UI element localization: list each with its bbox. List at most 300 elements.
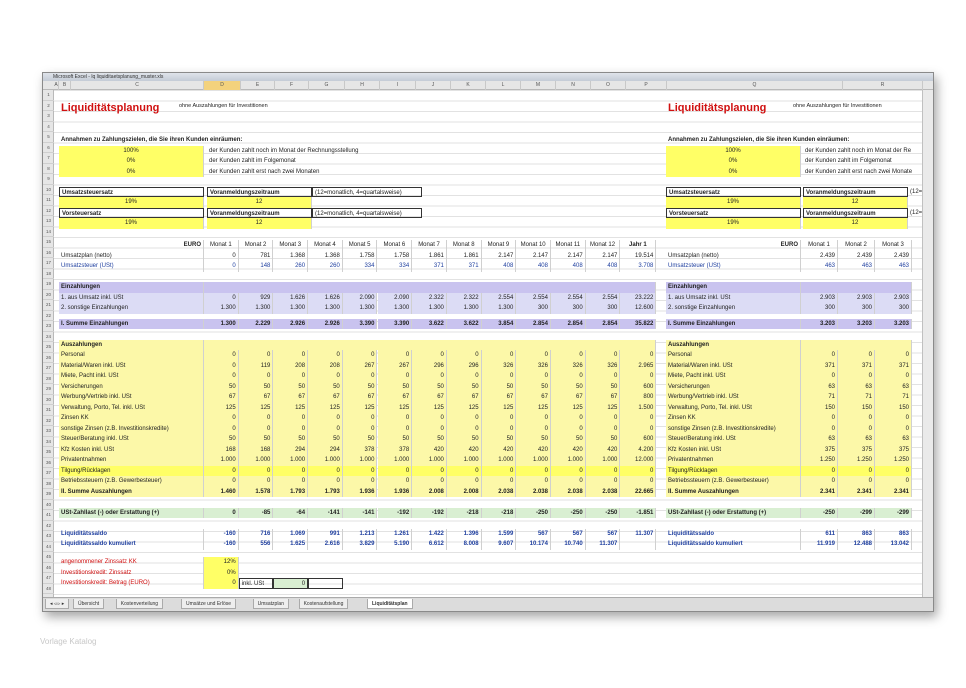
liquiditaetssaldo-kumuliert-value[interactable]: 10.174 (516, 539, 551, 550)
ust-zahllast-value[interactable]: -141 (343, 508, 378, 519)
auszahlung-value[interactable]: 67 (204, 392, 239, 403)
auszahlung-value[interactable]: 1.000 (204, 455, 239, 466)
auszahlung-value[interactable]: 0 (273, 371, 308, 382)
umsatz-row-value[interactable]: 2.147 (482, 251, 517, 262)
liquiditaetssaldo-value[interactable]: 1.213 (343, 529, 378, 540)
auszahlung-value[interactable]: 50 (516, 434, 551, 445)
umsatz-row-value[interactable]: 408 (516, 261, 551, 272)
auszahlung-value-right[interactable]: 150 (838, 403, 875, 414)
auszahlung-value[interactable]: 50 (378, 434, 413, 445)
liquiditaetssaldo-kumuliert-value[interactable]: 1.625 (273, 539, 308, 550)
liquiditaetssaldo-value[interactable]: 1.422 (412, 529, 447, 540)
row-number[interactable]: 6 (43, 143, 54, 154)
row-number[interactable]: 45 (43, 552, 54, 563)
auszahlungen-sum-value[interactable]: 2.038 (551, 487, 586, 498)
auszahlung-value[interactable]: 0 (551, 424, 586, 435)
row-number[interactable]: 34 (43, 437, 54, 448)
auszahlung-value-right[interactable]: 0 (838, 466, 875, 477)
einzahlungen-sum-value[interactable]: 2.926 (308, 319, 343, 330)
auszahlung-value[interactable]: 0 (273, 466, 308, 477)
auszahlungen-sum-value[interactable]: 1.460 (204, 487, 239, 498)
row-number[interactable]: 41 (43, 510, 54, 521)
auszahlung-value[interactable]: 1.000 (343, 455, 378, 466)
sheet-tab[interactable]: Liquiditätsplan (367, 599, 413, 609)
auszahlung-value[interactable]: 50 (412, 434, 447, 445)
auszahlung-value[interactable]: 50 (447, 382, 482, 393)
auszahlung-value[interactable]: 168 (204, 445, 239, 456)
auszahlung-value[interactable]: 0 (447, 466, 482, 477)
auszahlung-value[interactable]: 1.000 (273, 455, 308, 466)
row-number[interactable]: 23 (43, 321, 54, 332)
auszahlung-value[interactable]: 326 (551, 361, 586, 372)
auszahlung-value[interactable]: 50 (378, 382, 413, 393)
umsatz-row-value[interactable]: 0 (204, 261, 239, 272)
auszahlung-value[interactable]: 125 (482, 403, 517, 414)
umsatz-row-value[interactable]: 148 (239, 261, 274, 272)
column-letter[interactable]: M (521, 81, 556, 90)
auszahlung-value[interactable]: 0 (378, 424, 413, 435)
row-number[interactable]: 13 (43, 216, 54, 227)
auszahlung-value[interactable]: 0 (551, 476, 586, 487)
auszahlung-value[interactable]: 0 (586, 476, 621, 487)
row-number[interactable]: 29 (43, 384, 54, 395)
row-number[interactable]: 33 (43, 426, 54, 437)
einzahlung-row-value-right[interactable]: 300 (801, 303, 838, 314)
assumption-percent-input-right[interactable]: 0% (666, 167, 801, 178)
einzahlungen-sum-value[interactable]: 2.854 (586, 319, 621, 330)
auszahlung-value[interactable]: 294 (308, 445, 343, 456)
umsatz-row-value[interactable]: 334 (343, 261, 378, 272)
row-number[interactable]: 27 (43, 363, 54, 374)
auszahlung-value-right[interactable]: 0 (875, 424, 912, 435)
auszahlung-value[interactable]: 50 (239, 434, 274, 445)
row-number[interactable]: 42 (43, 521, 54, 532)
column-letter[interactable]: R (843, 81, 923, 90)
column-letter[interactable]: K (451, 81, 486, 90)
auszahlung-value[interactable]: 0 (343, 371, 378, 382)
selected-cell[interactable] (308, 578, 343, 589)
auszahlung-value[interactable]: 50 (239, 382, 274, 393)
umsatz-row-value[interactable]: 260 (273, 261, 308, 272)
einzahlung-row-value[interactable]: 1.300 (412, 303, 447, 314)
auszahlung-value[interactable]: 0 (378, 350, 413, 361)
bottom-parameter-input[interactable]: 0% (204, 568, 239, 579)
einzahlung-row-value[interactable]: 1.300 (273, 303, 308, 314)
auszahlung-value[interactable]: 0 (204, 371, 239, 382)
auszahlung-value[interactable]: 67 (412, 392, 447, 403)
liquiditaetssaldo-value[interactable]: 567 (586, 529, 621, 540)
auszahlung-value-right[interactable]: 0 (838, 371, 875, 382)
column-letter[interactable]: A (54, 82, 58, 88)
auszahlung-value-right[interactable]: 0 (801, 424, 838, 435)
row-number[interactable]: 46 (43, 563, 54, 574)
auszahlung-value[interactable]: 0 (343, 350, 378, 361)
liquiditaetssaldo-value[interactable]: 1.396 (447, 529, 482, 540)
auszahlung-value[interactable]: 0 (308, 413, 343, 424)
auszahlung-value-right[interactable]: 371 (801, 361, 838, 372)
vst-value-right[interactable]: 19% (666, 218, 801, 229)
auszahlung-value[interactable]: 168 (239, 445, 274, 456)
auszahlung-value-right[interactable]: 1.250 (875, 455, 912, 466)
column-letter[interactable]: E (241, 81, 275, 90)
umsatz-row-value-right[interactable]: 463 (801, 261, 838, 272)
einzahlungen-sum-value[interactable]: 2.854 (551, 319, 586, 330)
auszahlung-value-right[interactable]: 150 (875, 403, 912, 414)
auszahlung-value[interactable]: 208 (308, 361, 343, 372)
auszahlung-value[interactable]: 125 (239, 403, 274, 414)
auszahlung-value[interactable]: 0 (482, 476, 517, 487)
row-number[interactable]: 18 (43, 269, 54, 280)
auszahlung-value-right[interactable]: 71 (875, 392, 912, 403)
sheet-tab[interactable]: Umsatzplan (253, 599, 289, 609)
auszahlung-value[interactable]: 1.000 (586, 455, 621, 466)
auszahlung-value[interactable]: 119 (239, 361, 274, 372)
auszahlung-value[interactable]: 0 (412, 413, 447, 424)
auszahlung-value[interactable]: 125 (273, 403, 308, 414)
row-number[interactable]: 17 (43, 258, 54, 269)
row-number[interactable]: 39 (43, 489, 54, 500)
einzahlungen-sum-value-right[interactable]: 3.203 (801, 319, 838, 330)
auszahlung-value[interactable]: 326 (482, 361, 517, 372)
column-letter[interactable]: D (204, 81, 241, 90)
auszahlung-value[interactable]: 125 (412, 403, 447, 414)
umsatz-row-value[interactable]: 260 (308, 261, 343, 272)
auszahlung-value[interactable]: 0 (273, 350, 308, 361)
einzahlung-row-value[interactable]: 1.300 (308, 303, 343, 314)
row-number[interactable]: 44 (43, 542, 54, 553)
auszahlung-value[interactable]: 50 (482, 434, 517, 445)
row-number[interactable]: 12 (43, 206, 54, 217)
row-number[interactable]: 1 (43, 90, 54, 101)
liquiditaetssaldo-value-right[interactable]: 611 (801, 529, 838, 540)
auszahlung-value-right[interactable]: 71 (801, 392, 838, 403)
einzahlung-row-value[interactable]: 2.090 (343, 293, 378, 304)
umsatz-row-value[interactable]: 2.147 (516, 251, 551, 262)
sheet-nav-arrows[interactable]: ◂ ◃ ▹ ▸ (45, 599, 69, 609)
auszahlung-value[interactable]: 1.000 (239, 455, 274, 466)
column-letter[interactable]: P (626, 81, 667, 90)
umsatz-row-value[interactable]: 408 (551, 261, 586, 272)
auszahlung-value[interactable]: 67 (482, 392, 517, 403)
auszahlung-value[interactable]: 0 (343, 413, 378, 424)
einzahlung-row-value[interactable]: 1.626 (273, 293, 308, 304)
row-number[interactable]: 24 (43, 332, 54, 343)
auszahlung-value[interactable]: 1.000 (447, 455, 482, 466)
umsatz-row-value-right[interactable]: 2.439 (801, 251, 838, 262)
vertical-scrollbar[interactable] (922, 90, 933, 597)
column-letter[interactable]: I (380, 81, 416, 90)
umsatz-row-value-right[interactable]: 2.439 (838, 251, 875, 262)
auszahlung-value[interactable]: 1.000 (516, 455, 551, 466)
row-number[interactable]: 8 (43, 164, 54, 175)
row-number[interactable]: 32 (43, 416, 54, 427)
umsatz-row-value[interactable]: 371 (447, 261, 482, 272)
einzahlung-row-value[interactable]: 2.554 (516, 293, 551, 304)
auszahlung-value-right[interactable]: 0 (838, 424, 875, 435)
einzahlung-row-value[interactable]: 1.300 (447, 303, 482, 314)
einzahlung-row-value[interactable]: 1.300 (482, 303, 517, 314)
ust-zahllast-value[interactable]: -218 (447, 508, 482, 519)
auszahlung-value[interactable]: 50 (273, 434, 308, 445)
ust-zahllast-value[interactable]: -192 (412, 508, 447, 519)
ust-zahllast-value[interactable]: -85 (239, 508, 274, 519)
auszahlung-value-right[interactable]: 0 (838, 350, 875, 361)
auszahlung-value[interactable]: 1.000 (308, 455, 343, 466)
auszahlung-value[interactable]: 326 (516, 361, 551, 372)
auszahlung-value[interactable]: 0 (516, 466, 551, 477)
auszahlungen-sum-value-right[interactable]: 2.341 (801, 487, 838, 498)
auszahlung-value-right[interactable]: 0 (838, 476, 875, 487)
row-number[interactable]: 47 (43, 573, 54, 584)
row-number[interactable]: 36 (43, 458, 54, 469)
auszahlung-value[interactable]: 50 (586, 434, 621, 445)
assumption-percent-input-right[interactable]: 100% (666, 146, 801, 157)
auszahlung-value[interactable]: 420 (412, 445, 447, 456)
umsatz-row-value[interactable]: 408 (586, 261, 621, 272)
sheet-tab[interactable]: Übersicht (73, 599, 104, 609)
einzahlung-row-value[interactable]: 1.626 (308, 293, 343, 304)
auszahlung-value[interactable]: 50 (308, 382, 343, 393)
row-number[interactable]: 11 (43, 195, 54, 206)
auszahlungen-sum-value-right[interactable]: 2.341 (875, 487, 912, 498)
assumption-percent-input[interactable]: 0% (59, 156, 204, 167)
auszahlung-value[interactable]: 125 (343, 403, 378, 414)
auszahlung-value-right[interactable]: 0 (875, 476, 912, 487)
auszahlung-value[interactable]: 378 (343, 445, 378, 456)
bottom-parameter-input[interactable]: 12% (204, 557, 239, 568)
auszahlungen-sum-value[interactable]: 1.936 (378, 487, 413, 498)
auszahlungen-sum-value[interactable]: 2.038 (516, 487, 551, 498)
einzahlung-row-value-right[interactable]: 300 (838, 303, 875, 314)
ust-zahllast-value-right[interactable]: -250 (801, 508, 838, 519)
auszahlungen-sum-value[interactable]: 2.038 (482, 487, 517, 498)
auszahlung-value-right[interactable]: 0 (838, 413, 875, 424)
ust-value-input[interactable]: 19% (59, 197, 204, 208)
umsatz-row-value[interactable]: 1.758 (378, 251, 413, 262)
auszahlung-value[interactable]: 0 (204, 350, 239, 361)
auszahlung-value-right[interactable]: 0 (801, 413, 838, 424)
auszahlung-value[interactable]: 0 (447, 350, 482, 361)
auszahlung-value[interactable]: 0 (516, 350, 551, 361)
liquiditaetssaldo-kumuliert-value[interactable]: 3.829 (343, 539, 378, 550)
auszahlung-value[interactable]: 0 (204, 466, 239, 477)
auszahlung-value-right[interactable]: 63 (801, 434, 838, 445)
auszahlung-value[interactable]: 0 (239, 371, 274, 382)
einzahlung-row-value[interactable]: 2.090 (378, 293, 413, 304)
liquiditaetssaldo-value-right[interactable]: 863 (875, 529, 912, 540)
auszahlung-value[interactable]: 67 (551, 392, 586, 403)
row-number[interactable]: 7 (43, 153, 54, 164)
auszahlung-value[interactable]: 0 (343, 466, 378, 477)
auszahlungen-sum-value[interactable]: 2.038 (586, 487, 621, 498)
auszahlung-value[interactable]: 0 (482, 466, 517, 477)
auszahlung-value-right[interactable]: 0 (875, 466, 912, 477)
auszahlung-value-right[interactable]: 63 (838, 382, 875, 393)
auszahlung-value[interactable]: 0 (308, 424, 343, 435)
auszahlung-value[interactable]: 0 (551, 371, 586, 382)
auszahlung-value[interactable]: 296 (412, 361, 447, 372)
va-value-input[interactable]: 12 (207, 197, 312, 208)
column-letter[interactable]: N (556, 81, 591, 90)
liquiditaetssaldo-kumuliert-value[interactable]: 8.008 (447, 539, 482, 550)
row-number[interactable]: 35 (43, 447, 54, 458)
einzahlung-row-value[interactable]: 0 (204, 293, 239, 304)
umsatz-row-value[interactable]: 371 (412, 261, 447, 272)
auszahlung-value[interactable]: 125 (447, 403, 482, 414)
auszahlung-value[interactable]: 0 (551, 466, 586, 477)
auszahlung-value[interactable]: 67 (378, 392, 413, 403)
auszahlung-value[interactable]: 0 (273, 413, 308, 424)
auszahlung-value[interactable]: 50 (273, 382, 308, 393)
auszahlung-value[interactable]: 67 (516, 392, 551, 403)
umsatz-row-value[interactable]: 1.861 (447, 251, 482, 262)
einzahlungen-sum-value[interactable]: 3.622 (412, 319, 447, 330)
liquiditaetssaldo-kumuliert-value[interactable]: 9.607 (482, 539, 517, 550)
auszahlung-value[interactable]: 296 (447, 361, 482, 372)
column-letter[interactable]: J (416, 81, 451, 90)
einzahlung-row-value-right[interactable]: 2.903 (838, 293, 875, 304)
auszahlung-value[interactable]: 67 (447, 392, 482, 403)
auszahlung-value[interactable]: 67 (586, 392, 621, 403)
row-number[interactable]: 48 (43, 584, 54, 595)
auszahlung-value-right[interactable]: 63 (838, 434, 875, 445)
auszahlungen-sum-value[interactable]: 1.793 (273, 487, 308, 498)
auszahlung-value-right[interactable]: 371 (875, 361, 912, 372)
liquiditaetssaldo-value[interactable]: 1.599 (482, 529, 517, 540)
auszahlung-value[interactable]: 125 (551, 403, 586, 414)
einzahlungen-sum-value[interactable]: 3.854 (482, 319, 517, 330)
auszahlung-value[interactable]: 0 (239, 350, 274, 361)
column-letter[interactable]: L (486, 81, 521, 90)
auszahlung-value[interactable]: 67 (308, 392, 343, 403)
auszahlung-value-right[interactable]: 0 (875, 371, 912, 382)
auszahlung-value[interactable]: 0 (239, 424, 274, 435)
auszahlung-value[interactable]: 0 (412, 476, 447, 487)
auszahlungen-sum-value[interactable]: 1.793 (308, 487, 343, 498)
auszahlung-value[interactable]: 50 (516, 382, 551, 393)
einzahlung-row-value-right[interactable]: 300 (875, 303, 912, 314)
worksheet-grid[interactable] (54, 90, 924, 599)
auszahlung-value[interactable]: 0 (204, 361, 239, 372)
liquiditaetssaldo-kumuliert-value-right[interactable]: 13.042 (875, 539, 912, 550)
einzahlung-row-value[interactable]: 1.300 (378, 303, 413, 314)
auszahlung-value[interactable]: 50 (412, 382, 447, 393)
auszahlung-value[interactable]: 0 (551, 413, 586, 424)
auszahlung-value-right[interactable]: 63 (875, 434, 912, 445)
auszahlung-value[interactable]: 420 (551, 445, 586, 456)
umsatz-row-value[interactable]: 1.861 (412, 251, 447, 262)
auszahlung-value[interactable]: 0 (447, 371, 482, 382)
einzahlung-row-value[interactable]: 1.300 (343, 303, 378, 314)
liquiditaetssaldo-value[interactable]: 1.069 (273, 529, 308, 540)
auszahlung-value[interactable]: 0 (412, 350, 447, 361)
column-letter[interactable]: B (59, 81, 71, 90)
auszahlung-value[interactable]: 1.000 (551, 455, 586, 466)
ust-zahllast-value[interactable]: -141 (308, 508, 343, 519)
umsatz-row-value[interactable]: 2.147 (551, 251, 586, 262)
auszahlung-value-right[interactable]: 0 (875, 413, 912, 424)
column-letter[interactable]: F (275, 81, 309, 90)
einzahlung-row-value[interactable]: 929 (239, 293, 274, 304)
vst-value-input[interactable]: 19% (59, 218, 204, 229)
umsatz-row-value-right[interactable]: 2.439 (875, 251, 912, 262)
auszahlung-value[interactable]: 1.000 (482, 455, 517, 466)
auszahlung-value[interactable]: 0 (308, 350, 343, 361)
row-number[interactable]: 20 (43, 290, 54, 301)
auszahlung-value[interactable]: 0 (343, 424, 378, 435)
einzahlungen-sum-value[interactable]: 2.926 (273, 319, 308, 330)
auszahlung-value-right[interactable]: 150 (801, 403, 838, 414)
auszahlung-value[interactable]: 0 (412, 371, 447, 382)
einzahlung-row-value[interactable]: 2.554 (482, 293, 517, 304)
auszahlung-value[interactable]: 0 (586, 350, 621, 361)
auszahlung-value[interactable]: 0 (447, 424, 482, 435)
liquiditaetssaldo-kumuliert-value[interactable]: 5.190 (378, 539, 413, 550)
auszahlung-value[interactable]: 0 (516, 476, 551, 487)
auszahlung-value[interactable]: 0 (378, 476, 413, 487)
column-letter[interactable]: G (309, 81, 345, 90)
liquiditaetssaldo-kumuliert-value[interactable]: 10.740 (551, 539, 586, 550)
auszahlung-value-right[interactable]: 63 (801, 382, 838, 393)
einzahlungen-sum-value-right[interactable]: 3.203 (875, 319, 912, 330)
auszahlung-value[interactable]: 1.000 (378, 455, 413, 466)
ust-zahllast-value[interactable]: -64 (273, 508, 308, 519)
assumption-percent-input[interactable]: 0% (59, 167, 204, 178)
liquiditaetssaldo-value[interactable]: 567 (516, 529, 551, 540)
auszahlung-value[interactable]: 0 (308, 476, 343, 487)
auszahlung-value[interactable]: 0 (447, 476, 482, 487)
bottom-parameter-input[interactable]: 0 (204, 578, 239, 589)
column-letter[interactable]: C (71, 81, 204, 90)
auszahlung-value[interactable]: 50 (482, 382, 517, 393)
ust-zahllast-value[interactable]: -250 (551, 508, 586, 519)
umsatz-row-value[interactable]: 0 (204, 251, 239, 262)
auszahlung-value[interactable]: 0 (516, 424, 551, 435)
einzahlung-row-value[interactable]: 2.554 (551, 293, 586, 304)
auszahlung-value[interactable]: 125 (308, 403, 343, 414)
auszahlung-value[interactable]: 0 (273, 424, 308, 435)
assumption-percent-input-right[interactable]: 0% (666, 156, 801, 167)
liquiditaetssaldo-value[interactable]: -160 (204, 529, 239, 540)
row-number[interactable]: 26 (43, 353, 54, 364)
auszahlung-value-right[interactable]: 1.250 (801, 455, 838, 466)
auszahlungen-sum-value[interactable]: 2.008 (412, 487, 447, 498)
umsatz-row-value[interactable]: 1.758 (343, 251, 378, 262)
liquiditaetssaldo-value[interactable]: 991 (308, 529, 343, 540)
umsatz-row-value[interactable]: 1.368 (308, 251, 343, 262)
auszahlung-value[interactable]: 0 (239, 413, 274, 424)
assumption-percent-input[interactable]: 100% (59, 146, 204, 157)
auszahlung-value[interactable]: 420 (482, 445, 517, 456)
einzahlung-row-value[interactable]: 2.322 (447, 293, 482, 304)
auszahlung-value[interactable]: 208 (273, 361, 308, 372)
auszahlung-value-right[interactable]: 375 (838, 445, 875, 456)
auszahlung-value-right[interactable]: 0 (801, 371, 838, 382)
va2-value-input[interactable]: 12 (207, 218, 312, 229)
umsatz-row-value[interactable]: 334 (378, 261, 413, 272)
umsatz-row-value[interactable]: 1.368 (273, 251, 308, 262)
column-letter[interactable]: Q (667, 81, 843, 90)
auszahlung-value[interactable]: 0 (586, 424, 621, 435)
liquiditaetssaldo-value[interactable]: 1.261 (378, 529, 413, 540)
auszahlung-value-right[interactable]: 1.250 (838, 455, 875, 466)
ust-zahllast-value[interactable]: -218 (482, 508, 517, 519)
liquiditaetssaldo-kumuliert-value[interactable]: 556 (239, 539, 274, 550)
ust-value-right[interactable]: 19% (666, 197, 801, 208)
einzahlung-row-value[interactable]: 1.300 (204, 303, 239, 314)
auszahlung-value[interactable]: 0 (482, 371, 517, 382)
row-number[interactable]: 43 (43, 531, 54, 542)
